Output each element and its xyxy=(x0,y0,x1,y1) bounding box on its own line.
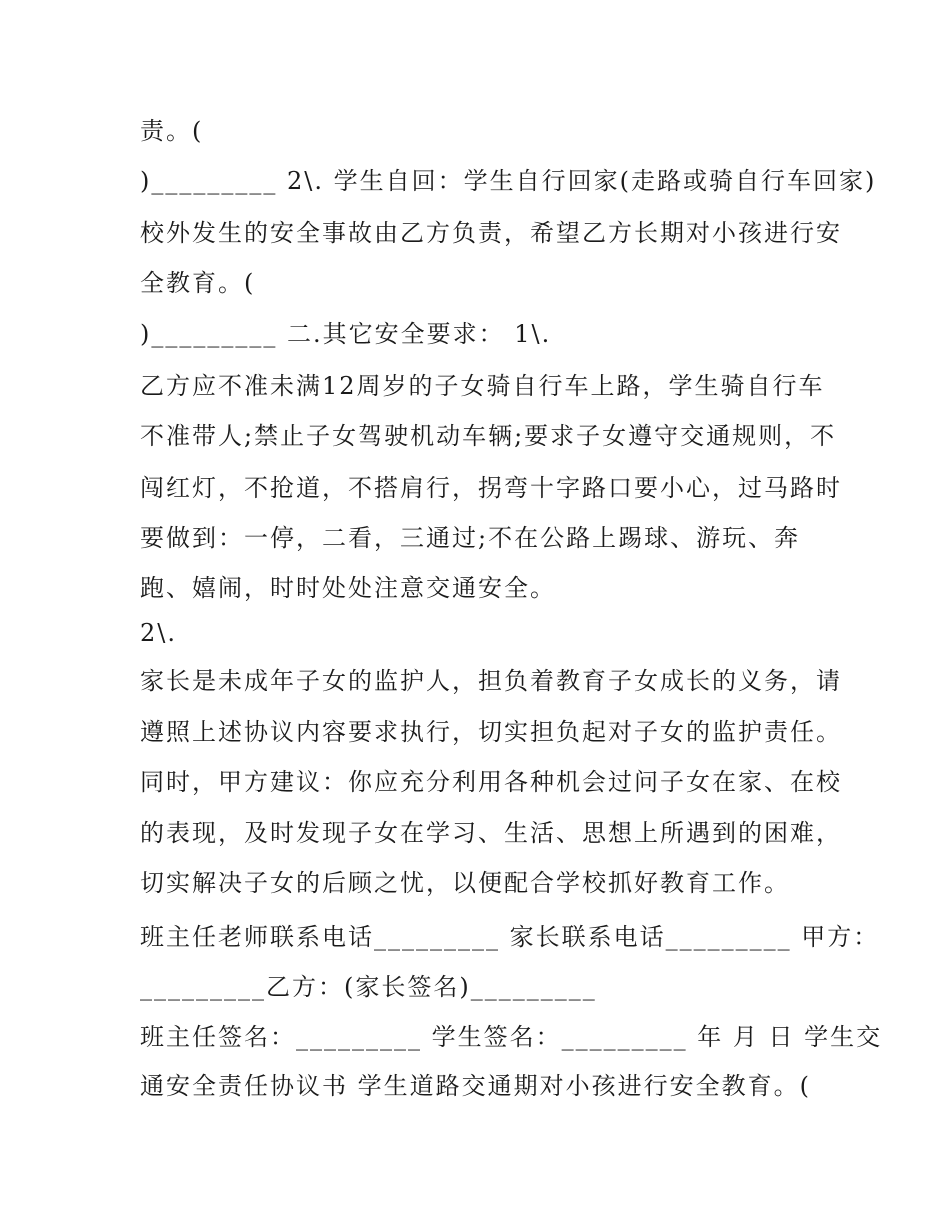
text-line: 班主任签名：_________ 学生签名：_________ 年 月 日 学生交 xyxy=(140,1023,883,1051)
text-line: 校外发生的安全事故由乙方负责，希望乙方长期对小孩进行安 xyxy=(140,219,842,247)
text-line: 切实解决子女的后顾之忧，以便配合学校抓好教育工作。 xyxy=(140,869,790,897)
text-line: 全教育。( xyxy=(140,269,256,297)
text-line: 不准带人;禁止子女驾驶机动车辆;要求子女遵守交通规则，不 xyxy=(140,422,837,450)
text-line: 跑、嬉闹，时时处处注意交通安全。 xyxy=(140,574,556,602)
text-line: 家长是未成年子女的监护人，担负着教育子女成长的义务，请 xyxy=(140,667,842,695)
text-line: )_________ 2\. 学生自回：学生自行回家(走路或骑自行车回家) xyxy=(140,167,877,195)
text-line: 闯红灯，不抢道，不搭肩行，拐弯十字路口要小心，过马路时 xyxy=(140,474,842,502)
text-line: 遵照上述协议内容要求执行，切实担负起对子女的监护责任。 xyxy=(140,718,842,746)
text-line: 同时，甲方建议：你应充分利用各种机会过问子女在家、在校 xyxy=(140,768,842,796)
text-line: )_________ 二.其它安全要求： 1\. xyxy=(140,320,552,348)
text-line: 班主任老师联系电话_________ 家长联系电话_________ 甲方： xyxy=(140,923,880,951)
text-line: 通安全责任协议书 学生道路交通期对小孩进行安全教育。( xyxy=(140,1072,811,1100)
text-line: 的表现，及时发现子女在学习、生活、思想上所遇到的困难， xyxy=(140,819,842,847)
text-line: 责。( xyxy=(140,117,204,145)
text-line: 2\. xyxy=(140,619,177,647)
text-line: 要做到：一停，二看，三通过;不在公路上踢球、游玩、奔 xyxy=(140,524,801,552)
text-line: _________乙方：(家长签名)_________ xyxy=(140,973,597,1001)
text-line: 乙方应不准未满12周岁的子女骑自行车上路，学生骑自行车 xyxy=(140,372,825,400)
